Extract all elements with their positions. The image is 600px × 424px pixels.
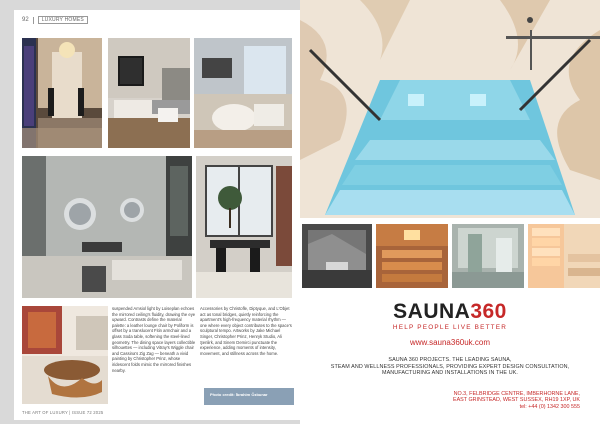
right-page-advert xyxy=(300,0,600,424)
photo-thumb-marble-room xyxy=(302,224,372,288)
photo-dining-window xyxy=(196,156,292,298)
advert-blurb-line-2: STEAM AND WELLNESS PROFESSIONALS, PROVIDING EXPERT DESIGN CONSULTATION, xyxy=(330,363,570,370)
folio-divider xyxy=(33,17,34,24)
article-column-a: suspended Amsiol light by Loiseplan echoes the mirrored ceiling's fluidity, drawing the eye upward. Contrasts define the material palette: a leather lounge chair by Poliform is offset by a translucent Fitin armchair and a glass Soda table, softening the steel-lined geometry. The dining space layers collectible silhouettes — including Vitray's Wiggle chair and Cassina's Zig Zag — beneath a vivid painting by Christopher Prinz, whose iridescent folds mimic the mirrored finishes nearby. xyxy=(112,306,196,373)
article-column-b: Accessories by Christofle, Diptyque, and L'Objet act as tonal bridges, quietly reinforcing the apartment's high-frequency material rhythm — one where every object contributes to the space's sculptural tempo. Artworks by Jake Michael Singer, Christopher Prinz, Henryk Studio, Ali Şenlirk, and Sinem Demirci punctuate the experience, adding moments of intensity, movement, and stillness across the home. xyxy=(200,306,292,356)
logo-tagline: HELP PEOPLE LIVE BETTER xyxy=(392,324,508,331)
photo-thumb-wooden-sauna xyxy=(376,224,448,288)
left-page xyxy=(14,10,300,420)
advert-blurb-line-1: SAUNA 360 PROJECTS. THE LEADING SAUNA, xyxy=(388,357,512,363)
page-number: 92 xyxy=(22,17,29,23)
photo-thumb-salt-wall xyxy=(528,224,600,288)
magazine-footer: THE ART OF LUXURY | ISSUE 72 2025 xyxy=(22,410,104,415)
photo-sculpture-detail xyxy=(22,306,108,404)
photo-marble-pool xyxy=(300,0,600,218)
photo-living-room-artwork xyxy=(108,38,190,148)
photo-dining-mirrors xyxy=(22,156,192,298)
photo-thumb-steam-room xyxy=(452,224,524,288)
advert-blurb-line-3: MANUFACTURING AND INSTALLATIONS IN THE UK. xyxy=(382,370,518,377)
address-phone: tel: +44 (0) 1342 300 555 xyxy=(519,403,580,410)
photo-lounge-chair xyxy=(194,38,292,148)
address-line-1: NO.3, FELBRIDGE CENTRE, IMBERHORNE LANE, xyxy=(453,391,580,397)
logo-word-360: 360 xyxy=(470,300,507,323)
page-folio xyxy=(22,16,88,24)
photo-credit-box: Photo credit: İbrahim Özbunar xyxy=(204,388,294,405)
photo-entrance-sculptures xyxy=(22,38,102,148)
logo-word-sauna: SAUNA xyxy=(393,300,471,323)
advert-blurb xyxy=(310,357,590,377)
advert-address xyxy=(400,391,580,410)
logo-wordmark xyxy=(300,300,600,324)
sauna360-logo xyxy=(300,300,600,331)
advert-website-link[interactable]: www.sauna360uk.com xyxy=(409,338,491,347)
address-line-2: EAST GRINSTEAD, WEST SUSSEX, RH19 1XP, UK xyxy=(452,397,580,404)
section-label: LUXURY HOMES xyxy=(38,16,88,24)
